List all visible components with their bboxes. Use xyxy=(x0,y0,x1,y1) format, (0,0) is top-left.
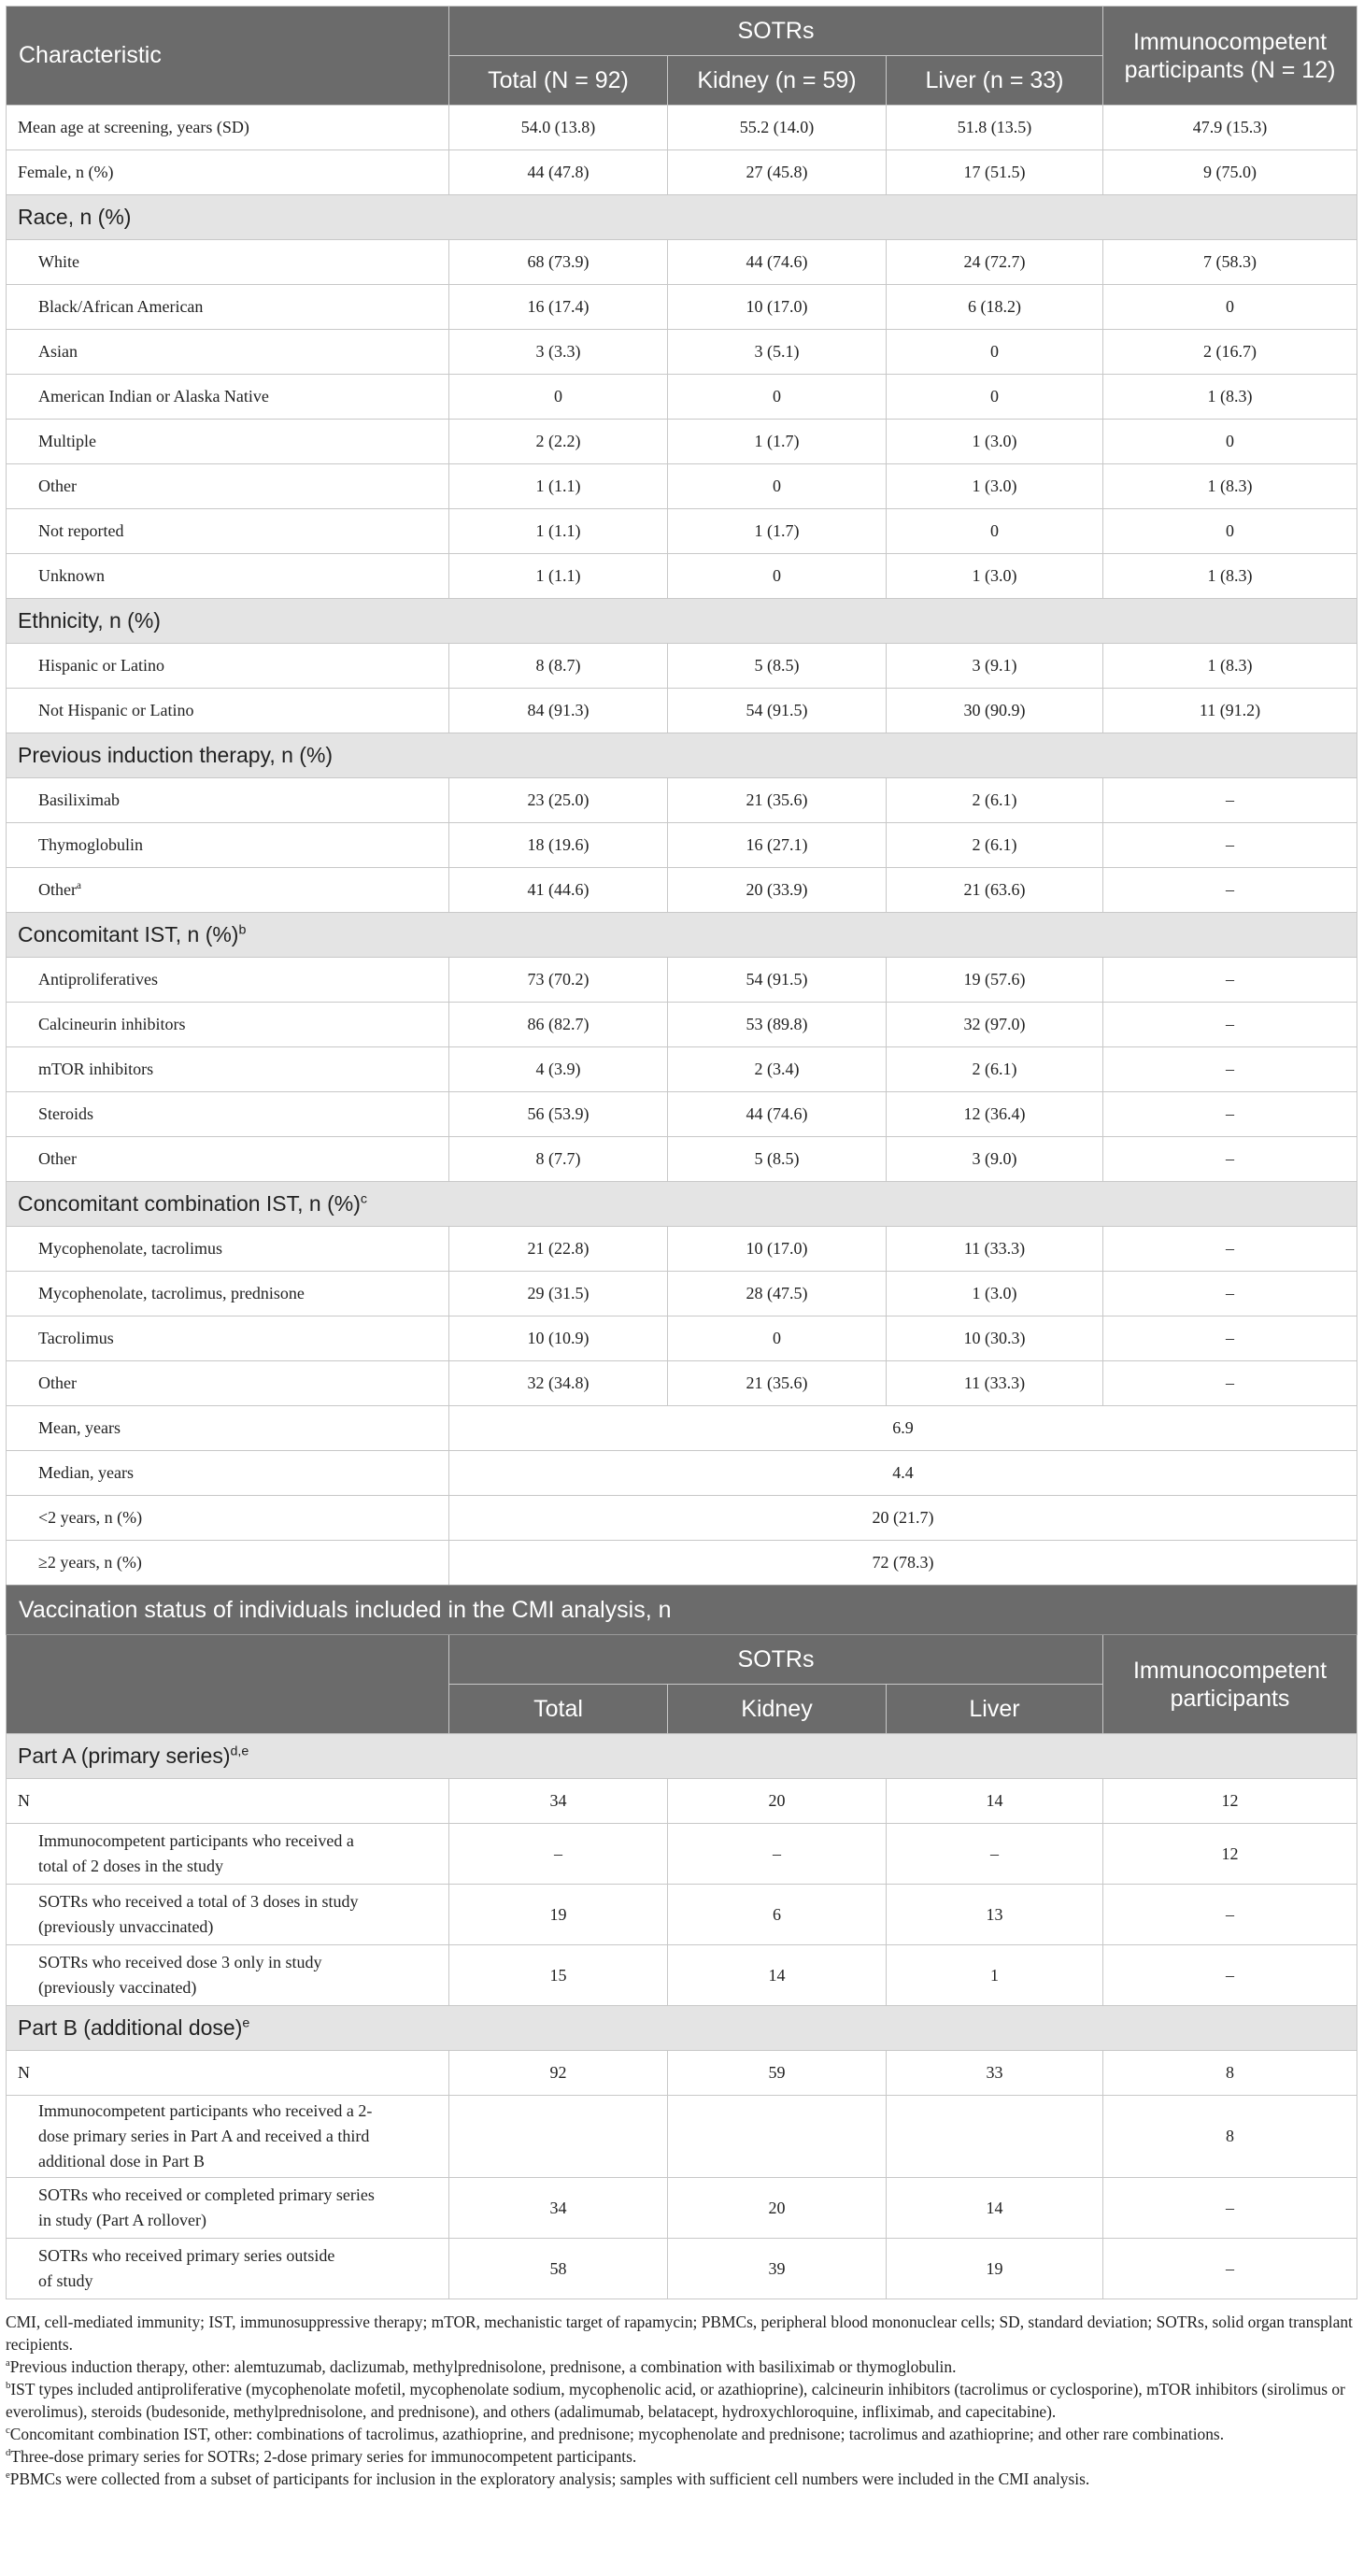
row-label: Black/African American xyxy=(7,285,449,330)
liver-cell: 12 (36.4) xyxy=(887,1092,1103,1137)
row-label: Multiple xyxy=(7,420,449,464)
vacc-liver-header: Liver xyxy=(887,1685,1103,1734)
baseline-table-body xyxy=(7,106,1357,1586)
table-footnotes xyxy=(6,2311,1357,2490)
kidney-header: Kidney (n = 59) xyxy=(668,56,887,106)
footnote: CMI, cell-mediated immunity; IST, immunosuppressive therapy; mTOR, mechanistic target of rapamycin; PBMCs, peripheral blood mononuclear cells; SD, standard deviation; SOTRs, solid organ transplant recipients. xyxy=(6,2313,1353,2354)
concomitant-ist-row xyxy=(7,958,1357,1003)
vaccination-table-title: Vaccination status of individuals included in the CMI analysis, n xyxy=(7,1586,1357,1635)
liver-cell: 3 (9.0) xyxy=(887,1137,1103,1182)
part-a-row xyxy=(7,1945,1357,2006)
part-a-section xyxy=(7,1734,1357,1779)
combination-ist-row xyxy=(7,1316,1357,1361)
kidney-cell: 20 (33.9) xyxy=(668,868,887,913)
footnote-marker: a xyxy=(6,2357,10,2370)
vacc-characteristic-header-blank xyxy=(7,1635,449,1734)
part-b-row xyxy=(7,2051,1357,2096)
immuno-cell: – xyxy=(1103,1272,1357,1316)
vacc-sotrs-header: SOTRs xyxy=(449,1635,1103,1685)
immuno-cell: 1 (8.3) xyxy=(1103,554,1357,599)
liver-cell: 14 xyxy=(887,2178,1103,2239)
part-b-row xyxy=(7,2096,1357,2178)
kidney-cell: 21 (35.6) xyxy=(668,1361,887,1406)
immuno-cell: 47.9 (15.3) xyxy=(1103,106,1357,150)
baseline-characteristics-table xyxy=(6,6,1357,1586)
kidney-cell: 54 (91.5) xyxy=(668,689,887,733)
liver-cell: 1 (3.0) xyxy=(887,554,1103,599)
row-label: Other$^a$ xyxy=(7,868,449,913)
part-b-section-title: Part B (additional dose)$^e$ xyxy=(7,2006,1357,2051)
footnote-marker: c xyxy=(360,1191,368,1207)
row-label: Median, years xyxy=(7,1451,449,1496)
kidney-cell: 54 (91.5) xyxy=(668,958,887,1003)
immuno-cell: 8 xyxy=(1103,2096,1357,2178)
immuno-cell: 2 (16.7) xyxy=(1103,330,1357,375)
combination-ist-row xyxy=(7,1361,1357,1406)
row-label: Not Hispanic or Latino xyxy=(7,689,449,733)
liver-cell: 11 (33.3) xyxy=(887,1361,1103,1406)
immuno-cell: 1 (8.3) xyxy=(1103,644,1357,689)
footnote: $^d$Three-dose primary series for SOTRs; 2-dose primary series for immunocompetent participants. xyxy=(6,2447,637,2466)
total-cell: 1 (1.1) xyxy=(449,509,668,554)
immuno-cell: 0 xyxy=(1103,420,1357,464)
total-cell: 4 (3.9) xyxy=(449,1047,668,1092)
row-label: SOTRs who received a total of 3 doses in study (previously unvaccinated) xyxy=(7,1885,449,1945)
total-cell: 8 (7.7) xyxy=(449,1137,668,1182)
liver-cell: 10 (30.3) xyxy=(887,1316,1103,1361)
total-cell: 56 (53.9) xyxy=(449,1092,668,1137)
total-cell: 54.0 (13.8) xyxy=(449,106,668,150)
race-section xyxy=(7,195,1357,240)
immuno-cell: – xyxy=(1103,1227,1357,1272)
concomitant-ist-row xyxy=(7,1047,1357,1092)
kidney-cell: 55.2 (14.0) xyxy=(668,106,887,150)
combination-ist-section xyxy=(7,1182,1357,1227)
footnote-marker: d,e xyxy=(230,1743,249,1759)
kidney-cell: 5 (8.5) xyxy=(668,644,887,689)
immuno-cell: – xyxy=(1103,823,1357,868)
row-label: Tacrolimus xyxy=(7,1316,449,1361)
immuno-cell: 1 (8.3) xyxy=(1103,375,1357,420)
ethnicity-row xyxy=(7,689,1357,733)
liver-cell: 2 (6.1) xyxy=(887,1047,1103,1092)
liver-cell: 2 (6.1) xyxy=(887,823,1103,868)
time-since-transplant-row xyxy=(7,1541,1357,1586)
kidney-cell: 14 xyxy=(668,1945,887,2006)
row-label: Immunocompetent participants who received a total of 2 doses in the study xyxy=(7,1824,449,1885)
part-a-row xyxy=(7,1779,1357,1824)
immuno-cell: – xyxy=(1103,1137,1357,1182)
kidney-cell: 16 (27.1) xyxy=(668,823,887,868)
total-cell: 29 (31.5) xyxy=(449,1272,668,1316)
kidney-cell: 10 (17.0) xyxy=(668,1227,887,1272)
ethnicity-section-title: Ethnicity, n (%) xyxy=(7,599,1357,644)
liver-cell: 6 (18.2) xyxy=(887,285,1103,330)
total-cell: 8 (8.7) xyxy=(449,644,668,689)
combination-ist-row xyxy=(7,1227,1357,1272)
row-label: Asian xyxy=(7,330,449,375)
part-a-section-title: Part A (primary series)$^{d,e}$ xyxy=(7,1734,1357,1779)
vacc-kidney-header: Kidney xyxy=(668,1685,887,1734)
kidney-cell: 39 xyxy=(668,2239,887,2299)
total-cell: 34 xyxy=(449,1779,668,1824)
demographics-table-document xyxy=(6,6,1357,2490)
row-label: Unknown xyxy=(7,554,449,599)
row-label: Other xyxy=(7,1361,449,1406)
time-since-transplant-row xyxy=(7,1496,1357,1541)
row-label: <2 years, n (%) xyxy=(7,1496,449,1541)
race-row xyxy=(7,420,1357,464)
kidney-cell xyxy=(668,2096,887,2178)
footnote: $^a$Previous induction therapy, other: alemtuzumab, daclizumab, methylprednisolone, prednisone, a combination with basiliximab or thymoglobulin. xyxy=(6,2357,957,2376)
liver-cell: 1 xyxy=(887,1945,1103,2006)
footnote-marker: d xyxy=(6,2447,11,2459)
immuno-cell: 0 xyxy=(1103,285,1357,330)
immuno-cell: – xyxy=(1103,2239,1357,2299)
liver-cell: 1 (3.0) xyxy=(887,1272,1103,1316)
row-label: American Indian or Alaska Native xyxy=(7,375,449,420)
footnote-marker: a xyxy=(76,880,81,891)
total-cell: 34 xyxy=(449,2178,668,2239)
vacc-total-header: Total xyxy=(449,1685,668,1734)
liver-cell: 33 xyxy=(887,2051,1103,2096)
liver-cell: 0 xyxy=(887,375,1103,420)
part-b-row xyxy=(7,2239,1357,2299)
immuno-cell: 0 xyxy=(1103,509,1357,554)
total-cell: 19 xyxy=(449,1885,668,1945)
liver-cell: 51.8 (13.5) xyxy=(887,106,1103,150)
row-label: Antiproliferatives xyxy=(7,958,449,1003)
immuno-cell: – xyxy=(1103,2178,1357,2239)
merged-value-cell: 4.4 xyxy=(449,1451,1357,1496)
kidney-cell: 1 (1.7) xyxy=(668,420,887,464)
total-cell: 0 xyxy=(449,375,668,420)
summary-row xyxy=(7,150,1357,195)
total-cell: 3 (3.3) xyxy=(449,330,668,375)
row-label: Hispanic or Latino xyxy=(7,644,449,689)
liver-cell: 24 (72.7) xyxy=(887,240,1103,285)
row-label: SOTRs who received dose 3 only in study (previously vaccinated) xyxy=(7,1945,449,2006)
total-cell: 41 (44.6) xyxy=(449,868,668,913)
kidney-cell: 53 (89.8) xyxy=(668,1003,887,1047)
race-section-title: Race, n (%) xyxy=(7,195,1357,240)
race-row xyxy=(7,240,1357,285)
row-label: Female, n (%) xyxy=(7,150,449,195)
immuno-cell: – xyxy=(1103,1003,1357,1047)
race-row xyxy=(7,375,1357,420)
immuno-cell: 8 xyxy=(1103,2051,1357,2096)
total-cell: 15 xyxy=(449,1945,668,2006)
immuno-cell: 9 (75.0) xyxy=(1103,150,1357,195)
row-label: Mycophenolate, tacrolimus, prednisone xyxy=(7,1272,449,1316)
kidney-cell: 20 xyxy=(668,1779,887,1824)
total-cell: 84 (91.3) xyxy=(449,689,668,733)
total-cell: 10 (10.9) xyxy=(449,1316,668,1361)
row-label: Not reported xyxy=(7,509,449,554)
ethnicity-section xyxy=(7,599,1357,644)
race-row xyxy=(7,464,1357,509)
immuno-cell: – xyxy=(1103,868,1357,913)
row-label: Basiliximab xyxy=(7,778,449,823)
combination-ist-row xyxy=(7,1272,1357,1316)
liver-cell: 19 xyxy=(887,2239,1103,2299)
part-b-row xyxy=(7,2178,1357,2239)
kidney-cell: 1 (1.7) xyxy=(668,509,887,554)
footnote: $^e$PBMCs were collected from a subset of participants for inclusion in the exploratory analysis; samples with sufficient cell numbers were included in the CMI analysis. xyxy=(6,2469,1090,2488)
liver-cell: 3 (9.1) xyxy=(887,644,1103,689)
sotrs-header: SOTRs xyxy=(449,7,1103,56)
liver-header: Liver (n = 33) xyxy=(887,56,1103,106)
part-b-section xyxy=(7,2006,1357,2051)
concomitant-ist-row xyxy=(7,1092,1357,1137)
concomitant-ist-section-title: Concomitant IST, n (%)$^b$ xyxy=(7,913,1357,958)
kidney-cell: 2 (3.4) xyxy=(668,1047,887,1092)
immuno-cell: 11 (91.2) xyxy=(1103,689,1357,733)
kidney-cell: 10 (17.0) xyxy=(668,285,887,330)
row-label: Other xyxy=(7,1137,449,1182)
row-label: Immunocompetent participants who received a 2- dose primary series in Part A and received a third additional dose in Part B xyxy=(7,2096,449,2178)
liver-cell: 11 (33.3) xyxy=(887,1227,1103,1272)
row-label: mTOR inhibitors xyxy=(7,1047,449,1092)
footnote-marker: c xyxy=(6,2425,10,2437)
kidney-cell: 0 xyxy=(668,1316,887,1361)
row-label: Mean age at screening, years (SD) xyxy=(7,106,449,150)
total-cell: 58 xyxy=(449,2239,668,2299)
row-label: Other xyxy=(7,464,449,509)
liver-cell: 13 xyxy=(887,1885,1103,1945)
total-cell: 2 (2.2) xyxy=(449,420,668,464)
row-label: SOTRs who received or completed primary series in study (Part A rollover) xyxy=(7,2178,449,2239)
immuno-cell: – xyxy=(1103,1885,1357,1945)
total-cell: 32 (34.8) xyxy=(449,1361,668,1406)
immuno-cell: – xyxy=(1103,1361,1357,1406)
row-label: ≥2 years, n (%) xyxy=(7,1541,449,1586)
total-cell: 92 xyxy=(449,2051,668,2096)
row-label: SOTRs who received primary series outside of study xyxy=(7,2239,449,2299)
liver-cell: 1 (3.0) xyxy=(887,464,1103,509)
liver-cell: 17 (51.5) xyxy=(887,150,1103,195)
immuno-cell: 1 (8.3) xyxy=(1103,464,1357,509)
time-since-transplant-row xyxy=(7,1451,1357,1496)
liver-cell: 0 xyxy=(887,509,1103,554)
row-label: N xyxy=(7,2051,449,2096)
footnote: $^b$IST types included antiproliferative (mycophenolate mofetil, mycophenolate sodium, mycophenolic acid, or azathioprine), calcineurin inhibitors (tacrolimus or cyclosporine), mTOR inhibitors (sirolimus or everolimus), steroids (budesonide, methylprednisolone, and prednisone), and others (adalimumab, belatacept, hydroxychloroquine, infliximab, and capecitabine). xyxy=(6,2380,1345,2421)
liver-cell: 2 (6.1) xyxy=(887,778,1103,823)
immuno-cell: – xyxy=(1103,958,1357,1003)
row-label: Steroids xyxy=(7,1092,449,1137)
race-row xyxy=(7,285,1357,330)
liver-cell: 30 (90.9) xyxy=(887,689,1103,733)
vaccination-status-table xyxy=(6,1585,1357,2299)
liver-cell: – xyxy=(887,1824,1103,1885)
total-cell: 68 (73.9) xyxy=(449,240,668,285)
footnote: $^c$Concomitant combination IST, other: combinations of tacrolimus, azathioprine, and prednisone; mycophenolate and prednisone; tacrolimus and azathioprine; and other rare combinations. xyxy=(6,2425,1225,2443)
total-cell: 1 (1.1) xyxy=(449,554,668,599)
induction-therapy-section xyxy=(7,733,1357,778)
summary-row xyxy=(7,106,1357,150)
induction-therapy-row xyxy=(7,778,1357,823)
kidney-cell: 21 (35.6) xyxy=(668,778,887,823)
kidney-cell: 5 (8.5) xyxy=(668,1137,887,1182)
total-cell: 73 (70.2) xyxy=(449,958,668,1003)
kidney-cell: 44 (74.6) xyxy=(668,240,887,285)
induction-therapy-row xyxy=(7,868,1357,913)
row-label: Calcineurin inhibitors xyxy=(7,1003,449,1047)
race-row xyxy=(7,509,1357,554)
total-cell: 44 (47.8) xyxy=(449,150,668,195)
concomitant-ist-row xyxy=(7,1003,1357,1047)
kidney-cell: – xyxy=(668,1824,887,1885)
immuno-cell: – xyxy=(1103,1316,1357,1361)
immuno-cell: – xyxy=(1103,1945,1357,2006)
footnote-marker: e xyxy=(242,2015,250,2031)
kidney-cell: 0 xyxy=(668,464,887,509)
total-cell xyxy=(449,2096,668,2178)
liver-cell: 14 xyxy=(887,1779,1103,1824)
row-label: N xyxy=(7,1779,449,1824)
ethnicity-row xyxy=(7,644,1357,689)
vaccination-table-body xyxy=(7,1734,1357,2299)
kidney-cell: 6 xyxy=(668,1885,887,1945)
kidney-cell: 3 (5.1) xyxy=(668,330,887,375)
time-since-transplant-row xyxy=(7,1406,1357,1451)
liver-cell xyxy=(887,2096,1103,2178)
row-label: White xyxy=(7,240,449,285)
total-cell: – xyxy=(449,1824,668,1885)
total-cell: 21 (22.8) xyxy=(449,1227,668,1272)
characteristic-header: Characteristic xyxy=(7,7,449,106)
race-row xyxy=(7,554,1357,599)
kidney-cell: 44 (74.6) xyxy=(668,1092,887,1137)
immunocompetent-header: Immunocompetent participants (N = 12) xyxy=(1103,7,1357,106)
kidney-cell: 59 xyxy=(668,2051,887,2096)
kidney-cell: 28 (47.5) xyxy=(668,1272,887,1316)
immuno-cell: 12 xyxy=(1103,1824,1357,1885)
kidney-cell: 27 (45.8) xyxy=(668,150,887,195)
footnote-marker: b xyxy=(6,2380,11,2392)
immuno-cell: 12 xyxy=(1103,1779,1357,1824)
total-cell: 16 (17.4) xyxy=(449,285,668,330)
footnote-marker: b xyxy=(238,922,247,938)
concomitant-ist-row xyxy=(7,1137,1357,1182)
liver-cell: 0 xyxy=(887,330,1103,375)
total-cell: 1 (1.1) xyxy=(449,464,668,509)
footnote-marker: e xyxy=(6,2469,10,2482)
part-a-row xyxy=(7,1824,1357,1885)
liver-cell: 19 (57.6) xyxy=(887,958,1103,1003)
row-label: Mycophenolate, tacrolimus xyxy=(7,1227,449,1272)
induction-therapy-row xyxy=(7,823,1357,868)
merged-value-cell: 20 (21.7) xyxy=(449,1496,1357,1541)
induction-therapy-section-title: Previous induction therapy, n (%) xyxy=(7,733,1357,778)
vacc-immunocompetent-header: Immunocompetent participants xyxy=(1103,1635,1357,1734)
liver-cell: 32 (97.0) xyxy=(887,1003,1103,1047)
merged-value-cell: 6.9 xyxy=(449,1406,1357,1451)
concomitant-ist-section xyxy=(7,913,1357,958)
part-a-row xyxy=(7,1885,1357,1945)
row-label: Mean, years xyxy=(7,1406,449,1451)
kidney-cell: 0 xyxy=(668,375,887,420)
immuno-cell: – xyxy=(1103,1092,1357,1137)
total-header: Total (N = 92) xyxy=(449,56,668,106)
total-cell: 86 (82.7) xyxy=(449,1003,668,1047)
total-cell: 23 (25.0) xyxy=(449,778,668,823)
combination-ist-section-title: Concomitant combination IST, n (%)$^c$ xyxy=(7,1182,1357,1227)
liver-cell: 21 (63.6) xyxy=(887,868,1103,913)
total-cell: 18 (19.6) xyxy=(449,823,668,868)
row-label: Thymoglobulin xyxy=(7,823,449,868)
race-row xyxy=(7,330,1357,375)
immuno-cell: 7 (58.3) xyxy=(1103,240,1357,285)
immuno-cell: – xyxy=(1103,778,1357,823)
liver-cell: 1 (3.0) xyxy=(887,420,1103,464)
immuno-cell: – xyxy=(1103,1047,1357,1092)
kidney-cell: 20 xyxy=(668,2178,887,2239)
kidney-cell: 0 xyxy=(668,554,887,599)
merged-value-cell: 72 (78.3) xyxy=(449,1541,1357,1586)
